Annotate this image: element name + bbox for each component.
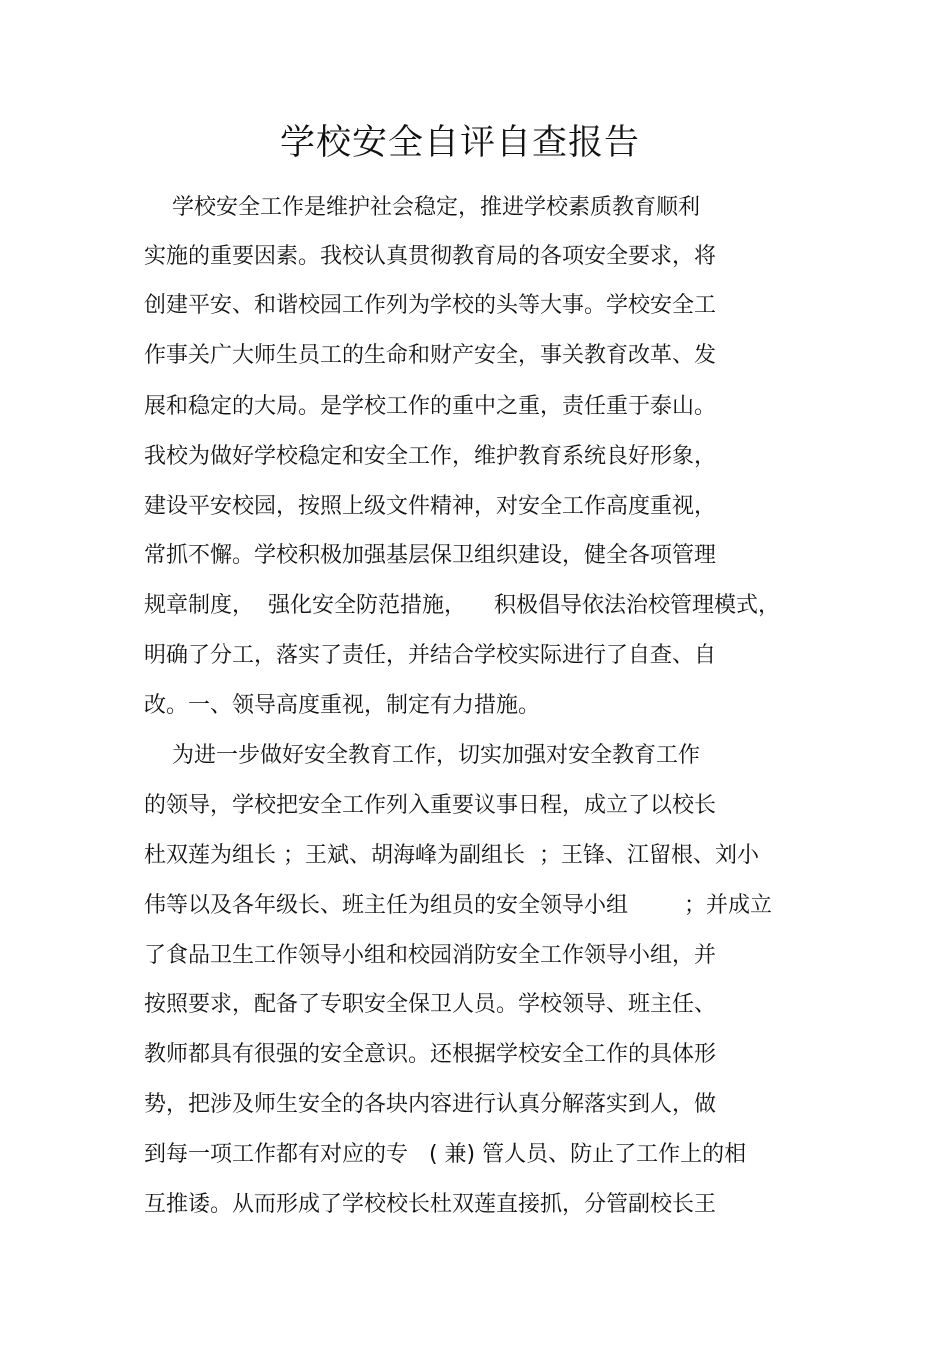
body-line: 建设平安校园，按照上级文件精神，对安全工作高度重视， xyxy=(144,494,717,519)
body-line: 教师都具有很强的安全意识。还根据学校安全工作的具体形 xyxy=(144,1042,717,1067)
body-line: 到每一项工作都有对应的专 ( 兼) 管人员、防止了工作上的相 xyxy=(144,1142,747,1167)
body-line: 为进一步做好安全教育工作，切实加强对安全教育工作 xyxy=(144,743,700,768)
body-line: 按照要求，配备了专职安全保卫人员。学校领导、班主任、 xyxy=(144,992,717,1017)
body-line: 了食品卫生工作领导小组和校园消防安全工作领导小组，并 xyxy=(144,943,717,968)
body-line: 互推诿。从而形成了学校校长杜双莲直接抓，分管副校长王 xyxy=(144,1192,717,1217)
body-line: 明确了分工，落实了责任，并结合学校实际进行了自查、自 xyxy=(144,643,717,668)
body-line: 实施的重要因素。我校认真贯彻教育局的各项安全要求，将 xyxy=(144,244,717,269)
body-line: 伟等以及各年级长、班主任为组员的安全领导小组 ；并成立 xyxy=(144,893,772,918)
body-line: 改。一、领导高度重视，制定有力措施。 xyxy=(144,693,541,718)
body-line: 创建平安、和谐校园工作列为学校的头等大事。学校安全工 xyxy=(144,293,717,318)
body-line: 我校为做好学校稳定和安全工作，维护教育系统良好形象， xyxy=(144,444,717,469)
body-line: 势，把涉及师生安全的各块内容进行认真分解落实到人，做 xyxy=(144,1092,717,1117)
body-line: 杜双莲为组长 ；王斌、胡海峰为副组长 ；王锋、江留根、刘小 xyxy=(144,843,759,868)
document-title: 学校安全自评自查报告 xyxy=(279,123,640,163)
body-line: 规章制度， 强化安全防范措施， 积极倡导依法治校管理模式， xyxy=(144,593,780,618)
body-line: 展和稳定的大局。是学校工作的重中之重，责任重于泰山。 xyxy=(144,394,717,419)
body-line: 常抓不懈。学校积极加强基层保卫组织建设，健全各项管理 xyxy=(144,543,717,568)
body-line: 的领导，学校把安全工作列入重要议事日程，成立了以校长 xyxy=(144,793,717,818)
body-line: 学校安全工作是维护社会稳定，推进学校素质教育顺利 xyxy=(144,195,700,220)
body-line: 作事关广大师生员工的生命和财产安全，事关教育改革、发 xyxy=(144,343,717,368)
